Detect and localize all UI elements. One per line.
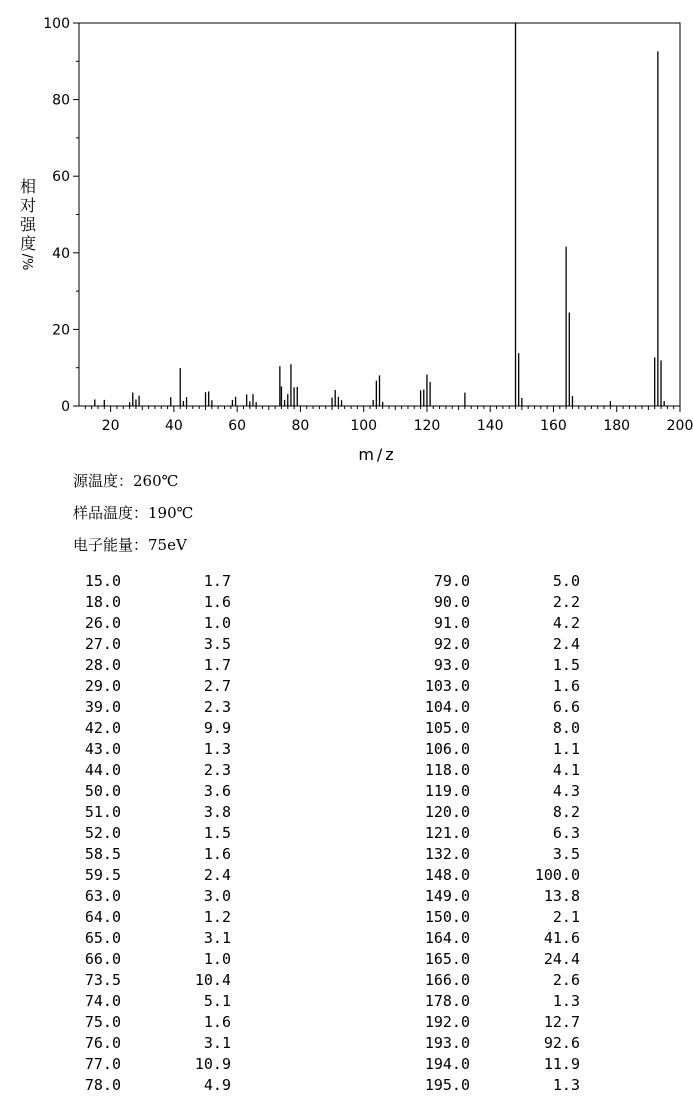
intensity-value: 3.5 (203, 635, 231, 653)
mz-value: 150.0 (424, 908, 470, 926)
intensity-value: 4.3 (552, 782, 580, 800)
intensity-value: 2.6 (552, 971, 580, 989)
x-tick-label: 20 (101, 418, 120, 434)
mz-value: 76.0 (84, 1034, 121, 1052)
intensity-value: 1.3 (552, 1076, 580, 1094)
intensity-value: 1.6 (552, 677, 580, 695)
intensity-value: 9.9 (203, 719, 231, 737)
mz-value: 105.0 (424, 719, 470, 737)
mz-value: 28.0 (84, 656, 121, 674)
mz-value: 74.0 (84, 992, 121, 1010)
mz-value: 29.0 (84, 677, 121, 695)
source-temperature-value: 260℃ (133, 472, 179, 490)
mz-value: 164.0 (424, 929, 470, 947)
mz-value: 120.0 (424, 803, 470, 821)
intensity-value: 4.9 (203, 1076, 231, 1094)
mz-value: 148.0 (424, 866, 470, 884)
mz-value: 66.0 (84, 950, 121, 968)
intensity-value: 3.1 (203, 1034, 231, 1052)
x-tick-label: 180 (603, 418, 631, 434)
intensity-value: 1.5 (552, 656, 580, 674)
y-tick-label: 0 (61, 399, 70, 415)
intensity-value: 2.2 (552, 593, 580, 611)
intensity-value: 1.3 (552, 992, 580, 1010)
mz-value: 92.0 (433, 635, 470, 653)
mz-value: 93.0 (433, 656, 470, 674)
mz-value: 132.0 (424, 845, 470, 863)
mz-value: 149.0 (424, 887, 470, 905)
intensity-value: 1.2 (203, 908, 231, 926)
intensity-value: 3.1 (203, 929, 231, 947)
intensity-value: 2.3 (203, 698, 231, 716)
x-tick-label: 200 (666, 418, 693, 434)
intensity-value: 24.4 (543, 950, 580, 968)
mz-value: 27.0 (84, 635, 121, 653)
x-tick-label: 160 (540, 418, 567, 434)
intensity-value: 1.0 (203, 950, 231, 968)
mz-value: 63.0 (84, 887, 121, 905)
intensity-value: 10.9 (194, 1055, 231, 1073)
intensity-value: 11.9 (543, 1055, 580, 1073)
mz-value: 59.5 (84, 866, 121, 884)
mz-value: 91.0 (433, 614, 470, 632)
mz-value: 166.0 (424, 971, 470, 989)
intensity-value: 1.7 (203, 572, 231, 590)
y-tick-label: 60 (52, 169, 70, 186)
intensity-value: 3.5 (552, 845, 580, 863)
mz-value: 77.0 (84, 1055, 121, 1073)
mz-value: 51.0 (84, 803, 121, 821)
mz-value: 42.0 (84, 719, 121, 737)
x-tick-label: 140 (476, 418, 504, 434)
mz-value: 178.0 (424, 992, 470, 1010)
intensity-value: 2.1 (552, 908, 580, 926)
intensity-value: 1.6 (203, 845, 231, 863)
mz-value: 118.0 (424, 761, 470, 779)
mz-value: 64.0 (84, 908, 121, 926)
intensity-value: 100.0 (534, 866, 580, 884)
mz-value: 73.5 (84, 971, 121, 989)
mz-value: 78.0 (84, 1076, 121, 1094)
mz-value: 65.0 (84, 929, 121, 947)
sample-temperature-label: 样品温度： (73, 504, 149, 522)
mz-value: 195.0 (424, 1076, 470, 1094)
intensity-value: 2.4 (203, 866, 231, 884)
intensity-value: 1.3 (203, 740, 231, 758)
sample-temperature-value: 190℃ (148, 504, 194, 522)
intensity-value: 8.2 (552, 803, 580, 821)
mz-value: 194.0 (424, 1055, 470, 1073)
y-axis-label: 度 (19, 234, 37, 253)
intensity-value: 4.1 (552, 761, 580, 779)
x-tick-label: 120 (413, 418, 441, 434)
intensity-value: 8.0 (552, 719, 580, 737)
mz-value: 52.0 (84, 824, 121, 842)
mz-value: 26.0 (84, 614, 121, 632)
y-tick-label: 80 (52, 92, 70, 109)
intensity-value: 41.6 (543, 929, 580, 947)
intensity-value: 1.6 (203, 1013, 231, 1031)
x-tick-label: 60 (228, 418, 247, 434)
x-tick-label: 100 (350, 418, 378, 434)
mz-value: 18.0 (84, 593, 121, 611)
mz-value: 90.0 (433, 593, 470, 611)
intensity-value: 12.7 (543, 1013, 580, 1031)
y-axis-label: 强 (19, 215, 37, 234)
intensity-value: 3.0 (203, 887, 231, 905)
intensity-value: 13.8 (543, 887, 580, 905)
intensity-value: 2.7 (203, 677, 231, 695)
y-axis-label: 相 (19, 177, 37, 196)
mz-value: 106.0 (424, 740, 470, 758)
intensity-value: 3.8 (203, 803, 231, 821)
mz-value: 121.0 (424, 824, 470, 842)
mz-value: 15.0 (84, 572, 121, 590)
mz-value: 50.0 (84, 782, 121, 800)
intensity-value: 1.5 (203, 824, 231, 842)
y-tick-label: 20 (52, 322, 70, 339)
x-tick-label: 80 (291, 418, 310, 434)
intensity-value: 5.0 (552, 572, 580, 590)
intensity-value: 92.6 (543, 1034, 580, 1052)
intensity-value: 2.4 (552, 635, 580, 653)
intensity-value: 4.2 (552, 614, 580, 632)
mz-value: 192.0 (424, 1013, 470, 1031)
mz-value: 165.0 (424, 950, 470, 968)
electron-energy-value: 75eV (148, 536, 187, 554)
mz-value: 75.0 (84, 1013, 121, 1031)
intensity-value: 1.7 (203, 656, 231, 674)
intensity-value: 2.3 (203, 761, 231, 779)
mz-value: 39.0 (84, 698, 121, 716)
y-axis-label: 对 (19, 196, 37, 215)
mz-value: 79.0 (433, 572, 470, 590)
mz-value: 44.0 (84, 761, 121, 779)
intensity-value: 6.3 (552, 824, 580, 842)
y-tick-label: 100 (43, 16, 70, 32)
intensity-value: 6.6 (552, 698, 580, 716)
intensity-value: 1.1 (552, 740, 580, 758)
mz-value: 58.5 (84, 845, 121, 863)
y-tick-label: 40 (52, 245, 70, 262)
intensity-value: 1.0 (203, 614, 231, 632)
x-tick-label: 40 (164, 418, 183, 434)
mz-value: 103.0 (424, 677, 470, 695)
mz-value: 104.0 (424, 698, 470, 716)
mz-value: 193.0 (424, 1034, 470, 1052)
intensity-value: 10.4 (194, 971, 231, 989)
intensity-value: 5.1 (203, 992, 231, 1010)
y-axis-label: /% (19, 253, 34, 271)
mz-value: 43.0 (84, 740, 121, 758)
intensity-value: 3.6 (203, 782, 231, 800)
x-axis-label: m/z (358, 445, 397, 464)
source-temperature-label: 源温度： (73, 472, 134, 490)
mz-value: 119.0 (424, 782, 470, 800)
intensity-value: 1.6 (203, 593, 231, 611)
electron-energy-label: 电子能量： (73, 536, 149, 554)
